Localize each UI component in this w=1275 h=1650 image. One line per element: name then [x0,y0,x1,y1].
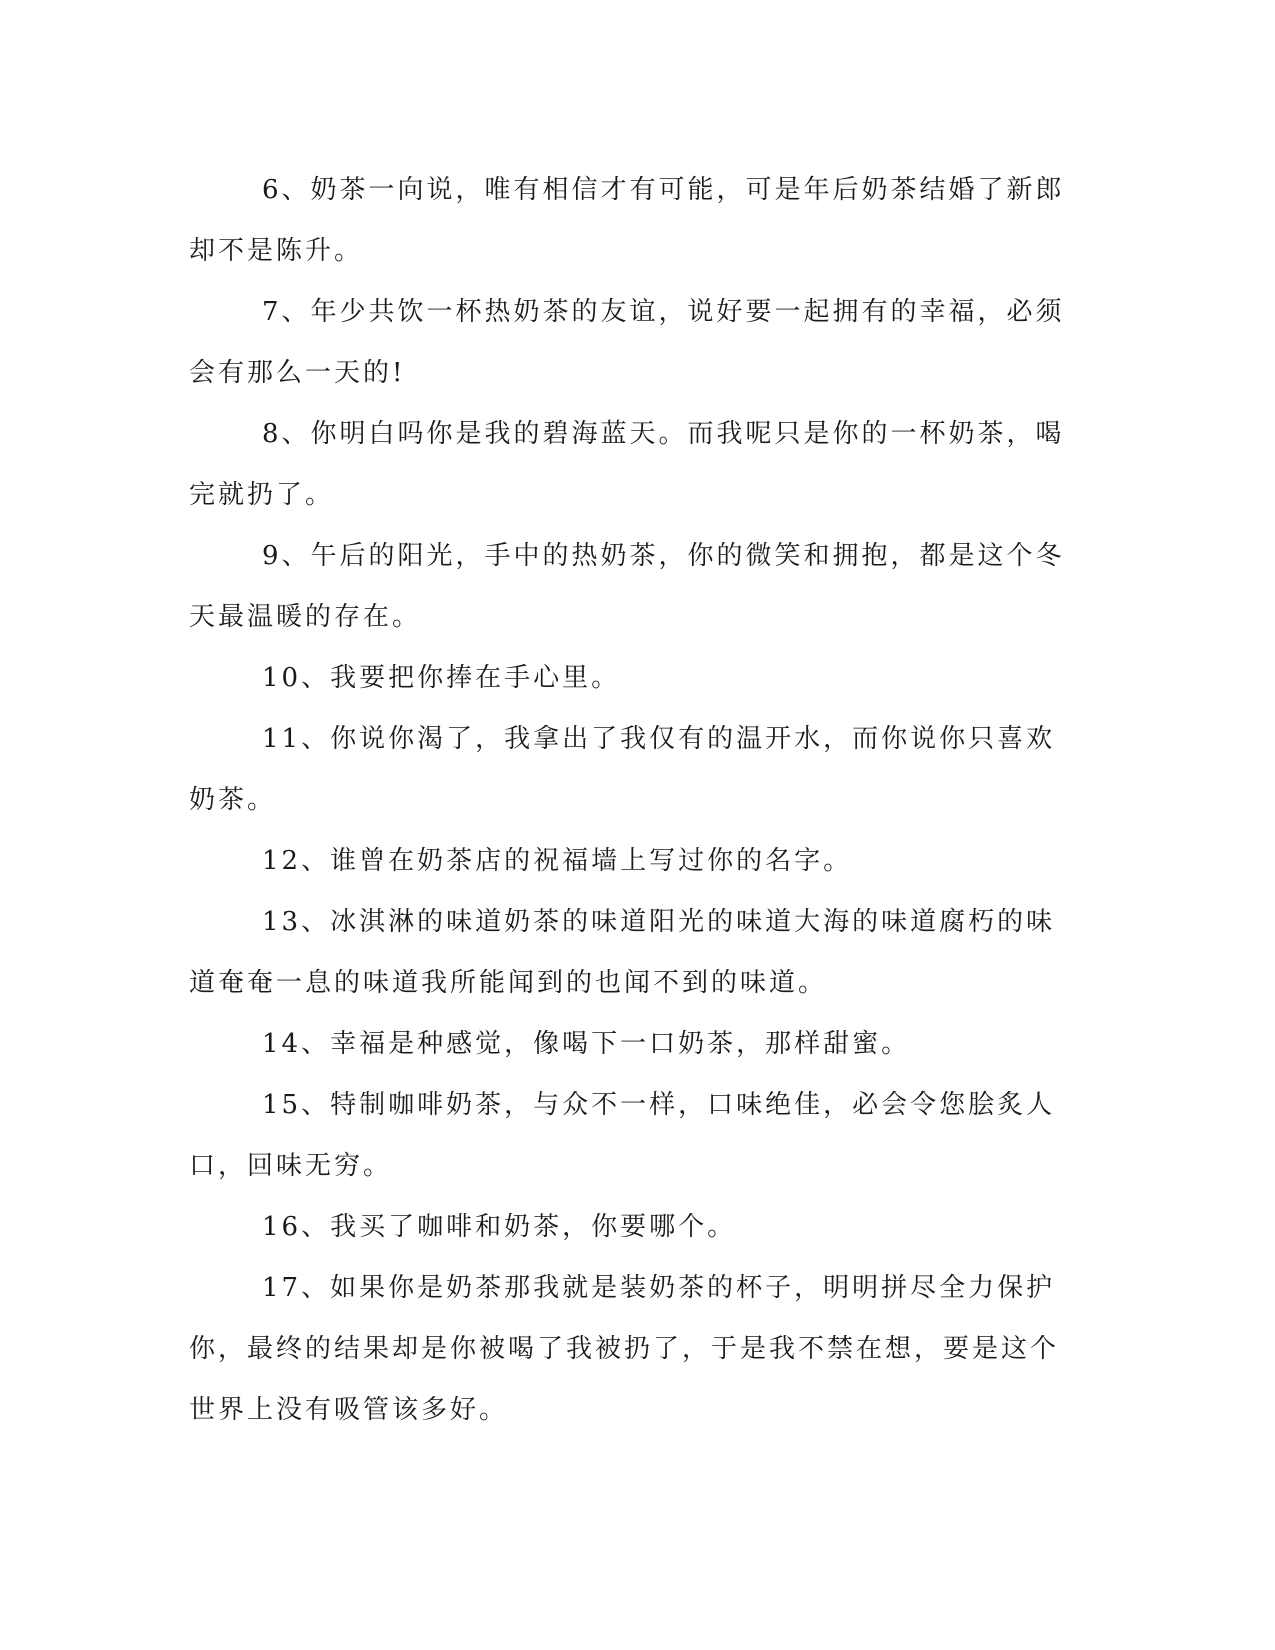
paragraph-6: 6、奶茶一向说，唯有相信才有可能，可是年后奶茶结婚了新郎却不是陈升。 [189,175,1065,266]
paragraph-17: 17、如果你是奶茶那我就是装奶茶的杯子，明明拼尽全力保护你，最终的结果却是你被喝了我被扔了，于是我不禁在想，要是这个世界上没有吸管该多好。 [189,1273,1060,1425]
paragraph-7: 7、年少共饮一杯热奶茶的友谊，说好要一起拥有的幸福，必须会有那么一天的! [189,297,1065,388]
paragraph-10: 10、我要把你捧在手心里。 [262,663,621,693]
paragraph-14: 14、幸福是种感觉，像喝下一口奶茶，那样甜蜜。 [262,1029,911,1059]
paragraph-13: 13、冰淇淋的味道奶茶的味道阳光的味道大海的味道腐朽的味道奄奄一息的味道我所能闻到的也闻不到的味道。 [189,907,1056,998]
paragraph-11: 11、你说你渴了，我拿出了我仅有的温开水，而你说你只喜欢奶茶。 [189,724,1056,815]
paragraph-16: 16、我买了咖啡和奶茶，你要哪个。 [262,1212,737,1242]
paragraph-15: 15、特制咖啡奶茶，与众不一样，口味绝佳，必会令您脍炙人口，回味无穷。 [189,1090,1056,1181]
paragraph-9: 9、午后的阳光，手中的热奶茶，你的微笑和拥抱，都是这个冬天最温暖的存在。 [189,541,1065,632]
document-body [189,160,1075,1441]
paragraph-8: 8、你明白吗你是我的碧海蓝天。而我呢只是你的一杯奶茶，喝完就扔了。 [189,419,1065,510]
paragraph-12: 12、谁曾在奶茶店的祝福墙上写过你的名字。 [262,846,853,876]
